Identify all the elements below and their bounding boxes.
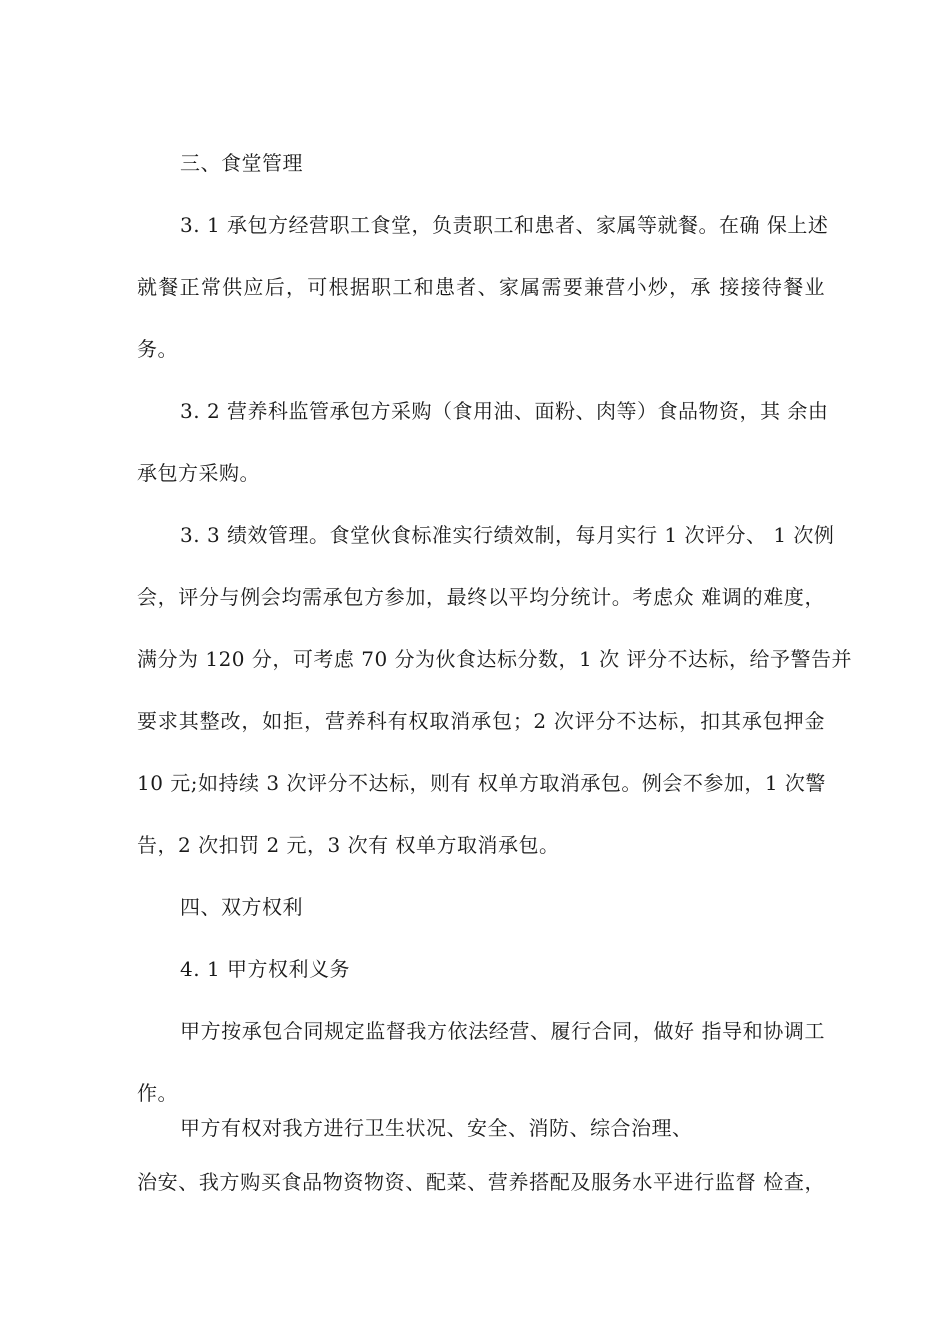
paragraph-3-3-line-1: 3. 3 绩效管理。食堂伙食标准实行绩效制，每月实行 1 次评分、 1 次例 [180, 523, 835, 547]
paragraph-3-3-line-2: 会，评分与例会均需承包方参加，最终以平均分统计。考虑众 难调的难度， [137, 585, 825, 609]
paragraph-4-1a-line-2: 作。 [137, 1081, 178, 1105]
paragraph-3-1-line-2: 就餐正常供应后，可根据职工和患者、家属需要兼营小炒，承 接接待餐业 [137, 275, 825, 299]
paragraph-3-2-line-2: 承包方采购。 [137, 461, 260, 485]
section-heading-4-1: 4. 1 甲方权利义务 [180, 957, 351, 981]
section-heading-3: 三、食堂管理 [180, 151, 303, 175]
paragraph-4-1b-line-1: 甲方有权对我方进行卫生状况、安全、消防、综合治理、 [180, 1116, 693, 1140]
paragraph-4-1a-line-1: 甲方按承包合同规定监督我方依法经营、履行合同，做好 指导和协调工 [180, 1019, 825, 1043]
paragraph-3-2-line-1: 3. 2 营养科监管承包方采购（食用油、面粉、肉等）食品物资，其 余由 [180, 399, 829, 423]
paragraph-3-3-line-6: 告，2 次扣罚 2 元，3 次有 权单方取消承包。 [137, 833, 560, 857]
paragraph-4-1b-line-2: 治安、我方购买食品物资物资、配菜、营养搭配及服务水平进行监督 检查， [137, 1170, 825, 1194]
paragraph-3-3-line-5: 10 元;如持续 3 次评分不达标，则有 权单方取消承包。例会不参加，1 次警 [137, 771, 826, 795]
paragraph-3-3-line-4: 要求其整改，如拒，营养科有权取消承包；2 次评分不达标，扣其承包押金 [137, 709, 825, 733]
section-heading-4: 四、双方权利 [180, 895, 303, 919]
paragraph-3-3-line-3: 满分为 120 分，可考虑 70 分为伙食达标分数，1 次 评分不达标，给予警告并 [137, 647, 852, 671]
paragraph-3-1-line-1: 3. 1 承包方经营职工食堂，负责职工和患者、家属等就餐。在确 保上述 [180, 213, 829, 237]
paragraph-3-1-line-3: 务。 [137, 337, 178, 361]
